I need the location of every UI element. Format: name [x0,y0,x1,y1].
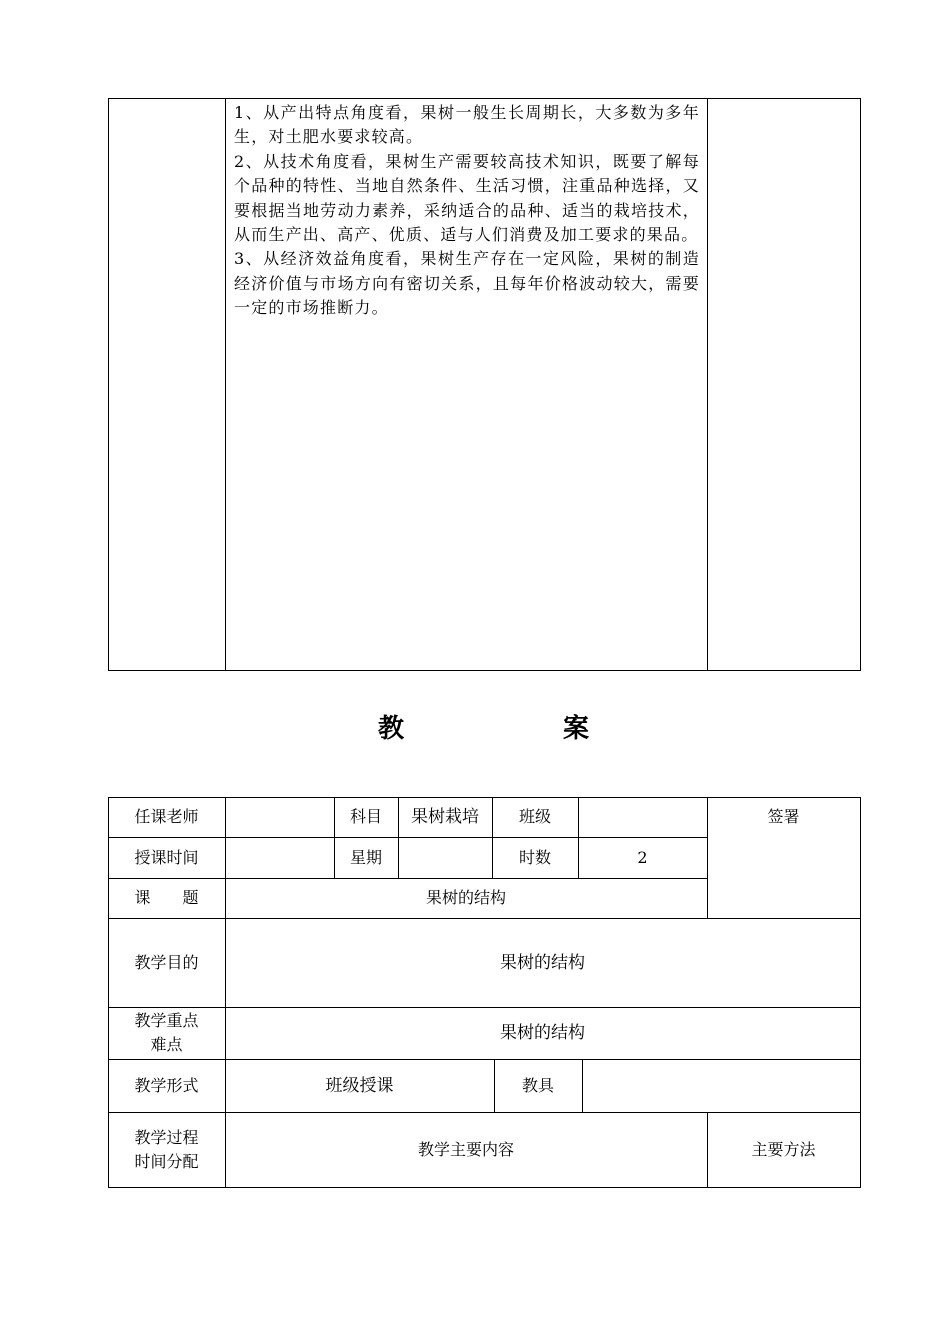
form-label: 教学形式 [134,1075,199,1095]
focus-label [108,1007,225,1059]
focus-label-line-1: 教学重点 [134,1011,199,1030]
tools-label: 教具 [521,1075,554,1095]
title-char-1: 教 [378,714,405,744]
paragraph-2: 2、从技术角度看，果树生产需要较高技术知识，既要了解每个品种的特性、当地自然条件、生活习惯，注重品种选择，又要根据当地劳动力素养，采纳适合的品种、适当的栽培技术，从而生产出、高产、优质、适与人们消费及加工要求的果品。 [234,151,700,245]
weekday-label: 星期 [349,847,382,867]
goal-label: 教学目的 [134,952,199,972]
hours-label: 时数 [518,847,551,867]
signature-label: 签署 [767,807,800,826]
page-title [0,700,950,750]
process-label-line-2: 时间分配 [134,1151,199,1171]
method-label: 主要方法 [751,1139,816,1159]
teacher-label: 任课老师 [134,807,199,826]
hours-value: 2 [637,847,648,867]
subject-value: 果树栽培 [411,807,479,827]
topic-value: 果树的结构 [425,888,506,907]
paragraph-1: 1、从产出特点角度看，果树一般生长周期长，大多数为多年生，对土肥水要求较高。 [234,103,700,147]
process-label-line-1: 教学过程 [134,1127,199,1147]
topic-label: 课 题 [134,888,199,907]
form-value: 班级授课 [325,1075,394,1096]
paragraph-3: 3、从经济效益角度看，果树生产存在一定风险，果树的制造经济价值与市场方向有密切关系，且每年价格波动较大，需要一定的市场推断力。 [234,249,700,318]
content-label: 教学主要内容 [417,1139,514,1159]
goal-value: 果树的结构 [500,952,585,973]
title-char-2: 案 [563,714,590,744]
content-cell [234,101,700,321]
class-label: 班级 [518,807,551,826]
subject-label: 科目 [349,807,382,826]
focus-label-line-2: 难点 [150,1035,183,1054]
time-label: 授课时间 [134,847,199,867]
process-label [108,1112,225,1187]
focus-value: 果树的结构 [500,1023,585,1043]
